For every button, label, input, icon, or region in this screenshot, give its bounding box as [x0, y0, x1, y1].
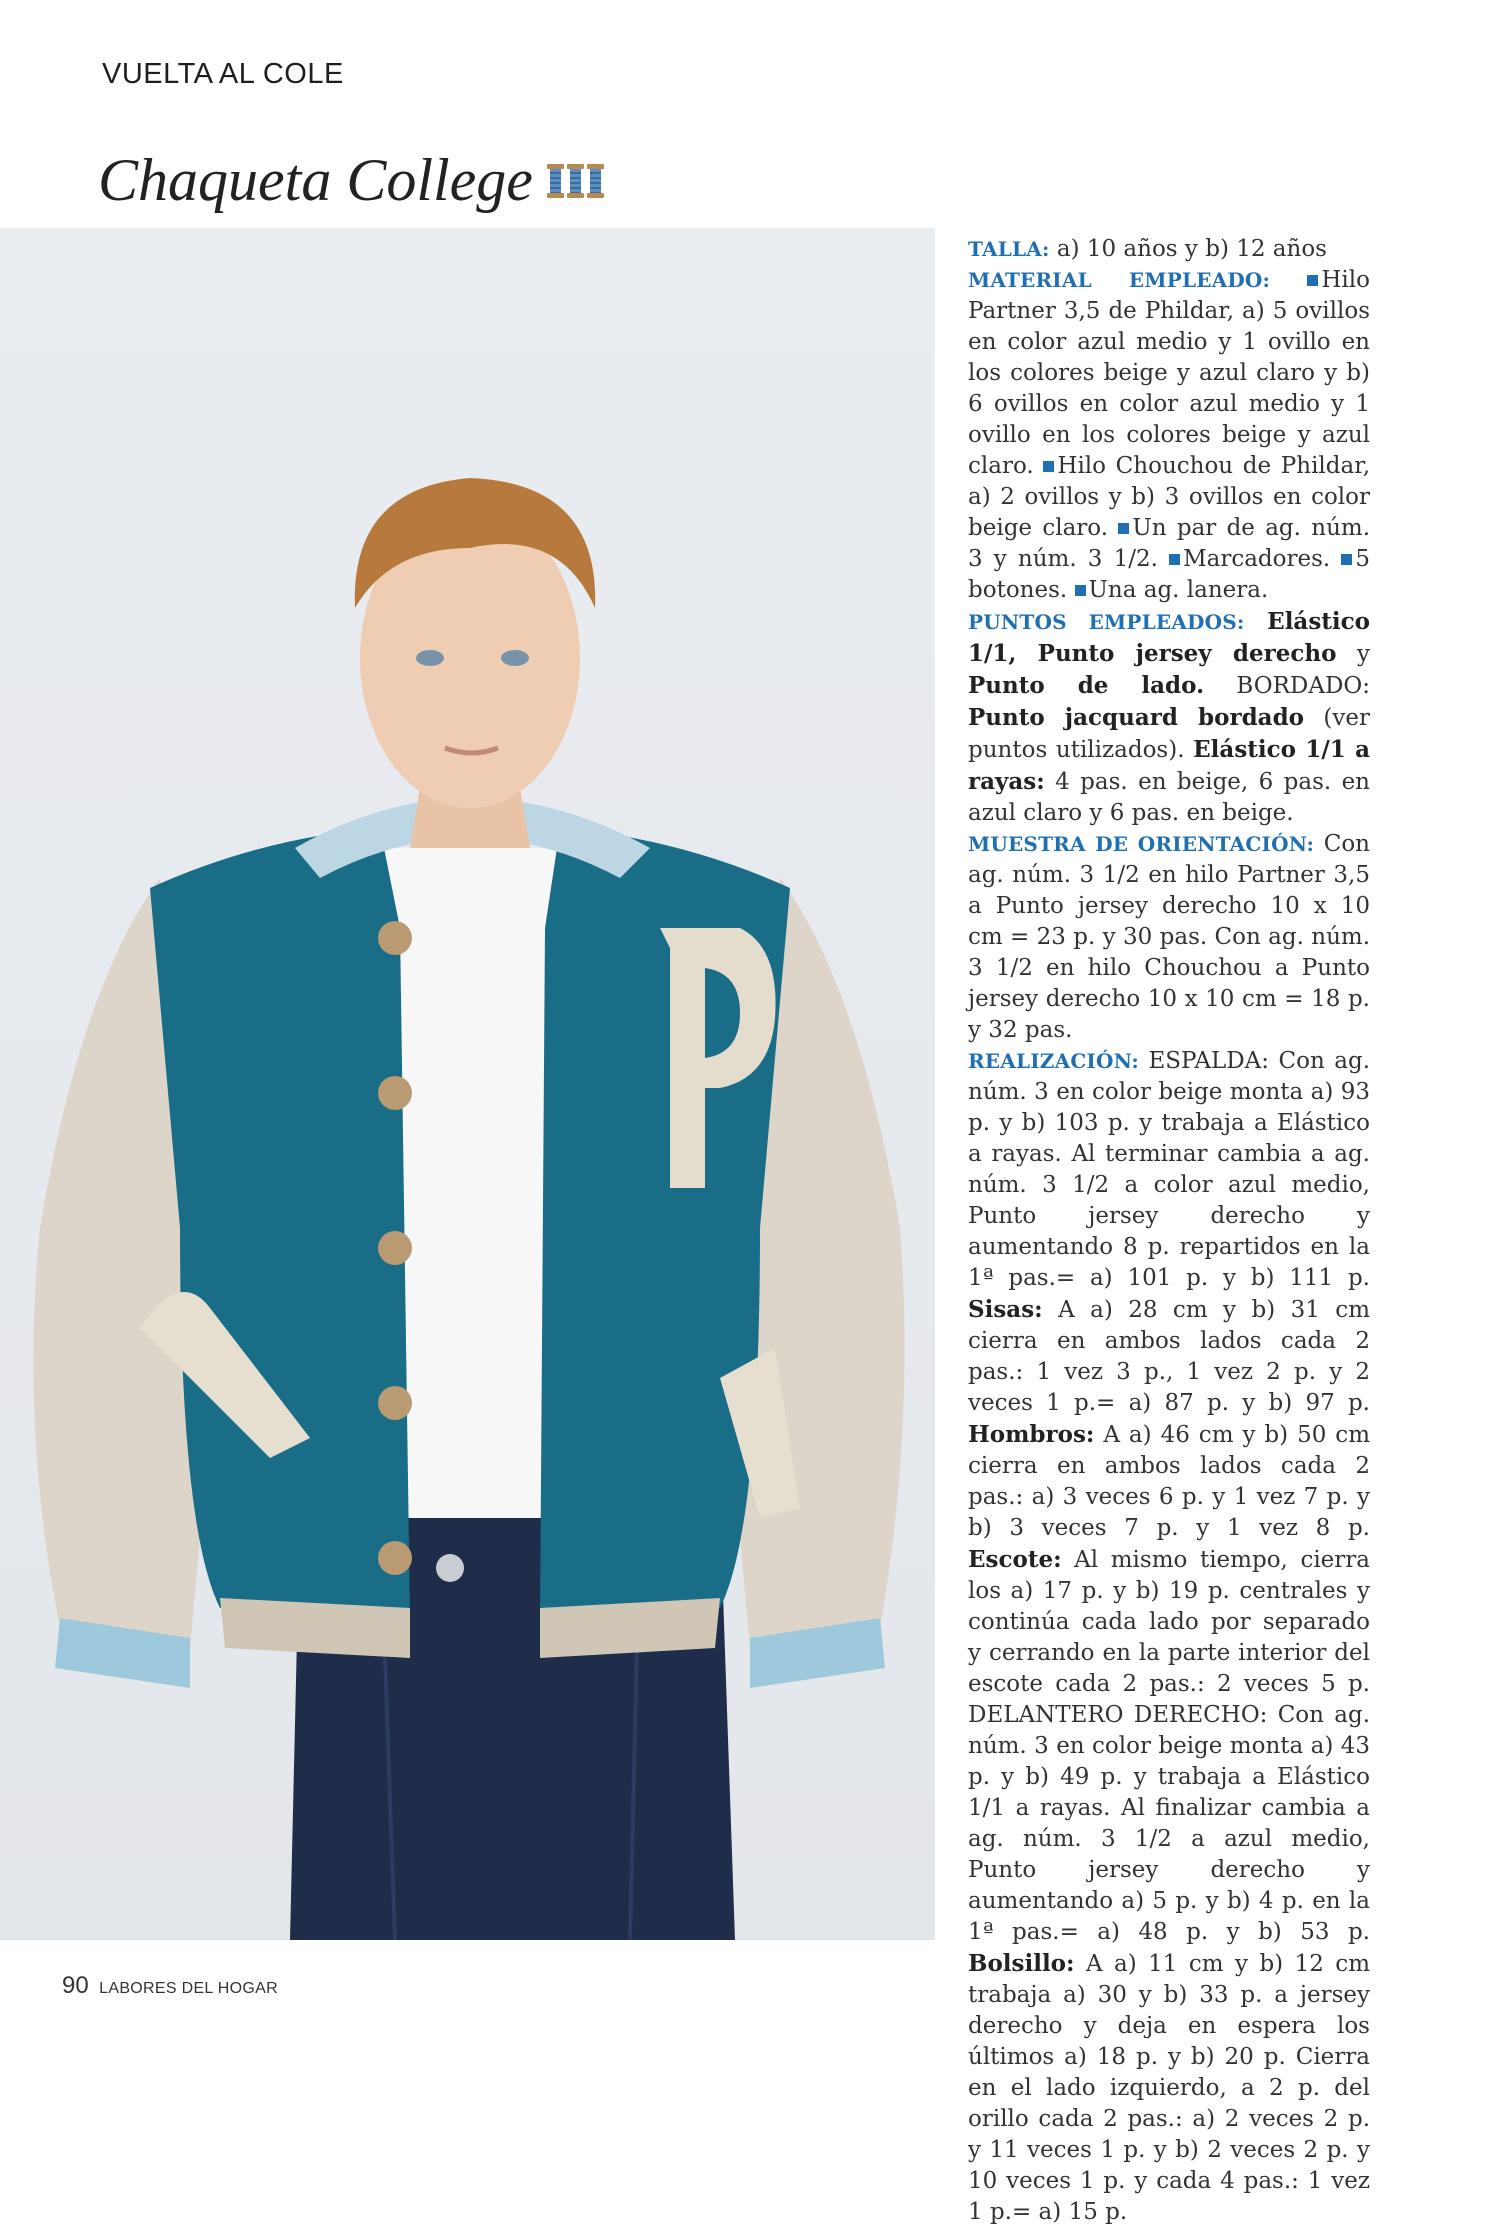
material-label: MATERIAL EMPLEADO: — [968, 268, 1271, 292]
bullet-square-icon — [1075, 585, 1086, 596]
magazine-name: LABORES DEL HOGAR — [99, 1980, 278, 1997]
bullet-square-icon — [1118, 523, 1129, 534]
puntos-label: PUNTOS EMPLEADOS: — [968, 610, 1245, 634]
bullet-square-icon — [1307, 275, 1318, 286]
bullet-square-icon — [1169, 554, 1180, 565]
title-row — [98, 146, 604, 215]
realizacion-label: REALIZACIÓN: — [968, 1049, 1139, 1073]
talla-label: TALLA: — [968, 237, 1050, 261]
bullet-square-icon — [1043, 461, 1054, 472]
page-number: 90 — [62, 1972, 89, 1999]
page-title: Chaqueta College — [98, 147, 533, 213]
pattern-instructions: TALLA: a) 10 años y b) 12 años MATERIAL EMPLEADO: Hilo Partner 3,5 de Phildar, a) 5 ovillos en color azul medio y 1 ovillo en los colores beige y azul claro y b) 6 ovillos en color azul medio y 1 ovillo en los colores beige y azul claro. Hilo Chouchou de Phildar, a) 2 ovillos y b) 3 ovillos en color beige claro. Un par de ag. núm. 3 y núm. 3 1/2. Marcadores. 5 botones. Una ag. lanera. PUNTOS EMPLEADOS: Elástico 1/1, Punto jersey derecho y Punto de lado. BORDADO: Punto jacquard bordado (ver puntos utilizados). Elástico 1/1 a rayas: 4 pas. en beige, 6 pas. en azul claro y 6 pas. en beige. MUESTRA DE ORIENTACIÓN: Con ag. núm. 3 1/2 en hilo Partner 3,5 a Punto jersey derecho 10 x 10 cm = 23 p. y 30 pas. Con ag. núm. 3 1/2 en hilo Chouchou a Punto jersey derecho 10 x 10 cm = 18 p. y 32 pas. REALIZACIÓN: ESPALDA: Con ag. núm. 3 en color beige monta a) 93 p. y b) 103 p. y trabaja a Elástico a rayas. Al terminar cambia a ag. núm. 3 1/2 a color azul medio, Punto jersey derecho y aumentando 8 p. repartidos en la 1ª pas.= a) 101 p. y b) 111 p. Sisas: A a) 28 cm y b) 31 cm cierra en ambos lados cada 2 pas.: 1 vez 3 p., 1 vez 2 p. y 2 veces 1 p.= a) 87 p. y b) 97 p. Hombros: A a) 46 cm y b) 50 cm cierra en ambos lados cada 2 pas.: a) 3 veces 6 p. y 1 vez 7 p. y b) 3 veces 7 p. y 1 vez 8 p. Escote: Al mismo tiempo, cierra los a) 17 p. y b) 19 p. centrales y continúa cada lado por separado y cerrando en la parte interior del escote cada 2 pas.: 2 veces 5 p. DELANTERO DERECHO: Con ag. núm. 3 en color beige monta a) 43 p. y b) 49 p. y trabaja a Elástico 1/1 a rayas. Al finalizar cambia a ag. núm. 3 1/2 a azul medio, Punto jersey derecho y aumentando a) 5 p. y b) 4 p. en la 1ª pas.= a) 48 p. y b) 53 p. Bolsillo: A a) 11 cm y b) 12 cm trabaja a) 30 y b) 33 p. a jersey derecho y deja en espera los últimos a) 18 p. y b) 20 p. Cierra en el lado izquierdo, a 2 p. del orillo cada 2 pas.: a) 2 veces 2 p. y 11 veces 1 p. y b) 2 veces 2 p. y 10 veces 1 p. y cada 4 pas.: 1 vez 1 p.= a) 15 p. — [968, 236, 1371, 2225]
muestra-label: MUESTRA DE ORIENTACIÓN: — [968, 832, 1315, 856]
section-label: VUELTA AL COLE — [102, 58, 344, 90]
spool-icon — [547, 164, 604, 198]
page-footer — [62, 1972, 278, 2000]
bullet-square-icon — [1341, 554, 1352, 565]
product-photo — [0, 228, 935, 1940]
